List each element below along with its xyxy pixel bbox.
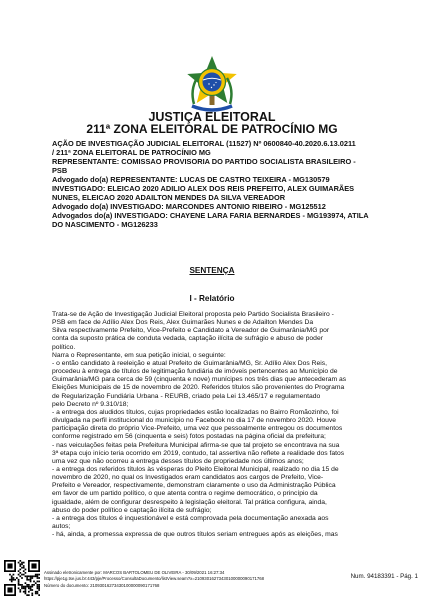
case-header-line: INVESTIGADO: ELEICAO 2020 ADILIO ALEX DOS REIS PREFEITO, ALEX GUIMARÃES (52, 184, 355, 193)
body-line: Narra o Representante, em sua petição inicial, o seguinte: (52, 351, 226, 359)
body-line: Eleições Municipais de 15 de novembro de 2020. Referidos títulos são provenientes do Programa (52, 384, 345, 392)
body-line: pelo Decreto nº 9.310/18; (52, 400, 129, 408)
republic-crest-icon (180, 52, 244, 118)
court-name: JUSTIÇA ELEITORAL (148, 110, 276, 124)
body-line: conforme registrado em 56 (cinquenta e seis) fotos postadas na página oficial da prefeitura; (52, 433, 326, 441)
body-line: divulgada na perfil institucional do município no Facebook no dia 17 de novembro 2020. Houve (52, 417, 337, 425)
body-line: conta da suposto prática de conduta vedada, captação ilícita de sufrágio e abuso de poder (52, 335, 323, 343)
body-line: - há, ainda, a promessa expressa de que outros títulos seriam entregues após as eleições, mas (52, 531, 338, 539)
case-header-line: PSB (52, 166, 68, 175)
body-line: participação direta do próprio Vice-Prefeito, uma vez que pessoalmente entregou os documentos (52, 425, 343, 433)
case-header-line: Advogado do(a) REPRESENTANTE: LUCAS DE CASTRO TEIXEIRA - MG130579 (52, 175, 330, 184)
body-line: político. (52, 343, 76, 351)
document-id-line: Número do documento: 21093016273430100000090171768 (44, 582, 160, 588)
case-header-line: DO NASCIMENTO - MG126233 (52, 220, 158, 229)
body-line: uma vez que não ocorreu a entrega desses títulos de propriedade nos últimos anos; (52, 457, 304, 465)
signature-line: Assinado eletronicamente por: MARCOS BARTOLOMEU DE OLIVEIRA - 30/09/2021 16:27:34 (44, 570, 225, 575)
case-header-line: AÇÃO DE INVESTIGAÇÃO JUDICIAL ELEITORAL (11527) Nº 0600840-40.2020.6.13.0211 (52, 139, 356, 148)
body-line: - nas veiculações feitas pela Prefeitura Municipal afirma-se que tal projeto se encontrava na sua (52, 441, 340, 449)
court-zone: 211ª ZONA ELEITORAL DE PATROCÍNIO MG (86, 122, 338, 136)
body-line: 3ª etapa cujo início teria ocorrido em 2019, contudo, tal assertiva não reflete a realidade dos fatos (52, 449, 345, 457)
body-line: em favor de um partido político, o que atenta contra o regime democrático, o princípio da (52, 490, 318, 498)
report-heading: I - Relatório (189, 294, 235, 303)
body-line: Prefeito e Vereador, respectivamente, demonstram claramente o uso da Administração Pública (52, 482, 336, 490)
document-body (52, 311, 370, 539)
body-line: novembro de 2020, no qual os Investigados eram candidatos aos cargos de Prefeito, Vice- (52, 474, 324, 482)
qr-code-icon (4, 560, 40, 596)
body-line: Trata-se de Ação de Investigação Judicial Eleitoral proposta pelo Partido Socialista Brasileiro - (52, 311, 334, 318)
sentence-title: SENTENÇA (189, 266, 235, 275)
body-line: - a entrega dos aludidos títulos, cujas propriedades estão localizadas no Bairro Romãozinho, foi (52, 408, 339, 416)
document-link[interactable]: https://pje1g.tse.jus.br:443/pje/Processo/ConsultaDocumento/listView.seam?x=21093016273430100000090171768 (44, 576, 265, 582)
body-line: Guimarânia/MG para cerca de 59 (cinquenta e nove) munícipes nos três dias que antecederam as (52, 376, 347, 384)
body-line: PSB em face de Adílio Alex Dos Reis, Alex Guimarães Nunes e de Adailton Mendes Da (52, 319, 314, 327)
body-line: abuso do poder político e captação ilícita de sufrágio; (52, 506, 212, 514)
case-header-line: Advogados do(a) INVESTIGADO: CHAYENE LARA FARIA BERNARDES - MG193974, ATILA (52, 211, 369, 220)
case-header (52, 139, 372, 229)
page-number: Num. 94183391 - Pág. 1 (350, 573, 418, 580)
signature-footer (44, 570, 299, 589)
body-line: igualdade, além de configurar desrespeito à legislação eleitoral. Tal prática configura, ainda, (52, 498, 327, 506)
case-header-line: REPRESENTANTE: COMISSAO PROVISORIA DO PARTIDO SOCIALISTA BRASILEIRO - (52, 157, 356, 166)
body-line: - a entrega dos títulos é inquestionável e está comprovada pela documentação anexada aos (52, 514, 329, 522)
case-header-line: / 211ª ZONA ELEITORAL DE PATROCÍNIO MG (52, 148, 211, 157)
case-header-line: Advogado do(a) INVESTIGADO: MARCONDES ANTONIO RIBEIRO - MG125512 (52, 202, 326, 211)
case-header-line: NUNES, ELEICAO 2020 ADAILTON MENDES DA SILVA VEREADOR (52, 193, 286, 202)
body-line: Silva respectivamente Prefeito, Vice-Prefeito e Candidato a Vereador de Guimarânia/MG por (52, 327, 330, 335)
body-line: - o então candidato à reeleição e atual Prefeito de Guimarânia/MG, Sr. Adílio Alex Dos Reis, (52, 359, 328, 367)
body-line: - a entrega dos referidos títulos às vésperas do Pleito Eleitoral Municipal, realizado no dia 15 de (52, 465, 339, 473)
body-line: autos; (52, 523, 71, 531)
body-line: de Regularização Fundiária Urbana - REURB, criado pela Lei 13.465/17 e regulamentado (52, 392, 321, 400)
body-line: procedeu à entrega de títulos de legitimação fundiária de imóveis pertencentes ao Município de (52, 368, 338, 376)
